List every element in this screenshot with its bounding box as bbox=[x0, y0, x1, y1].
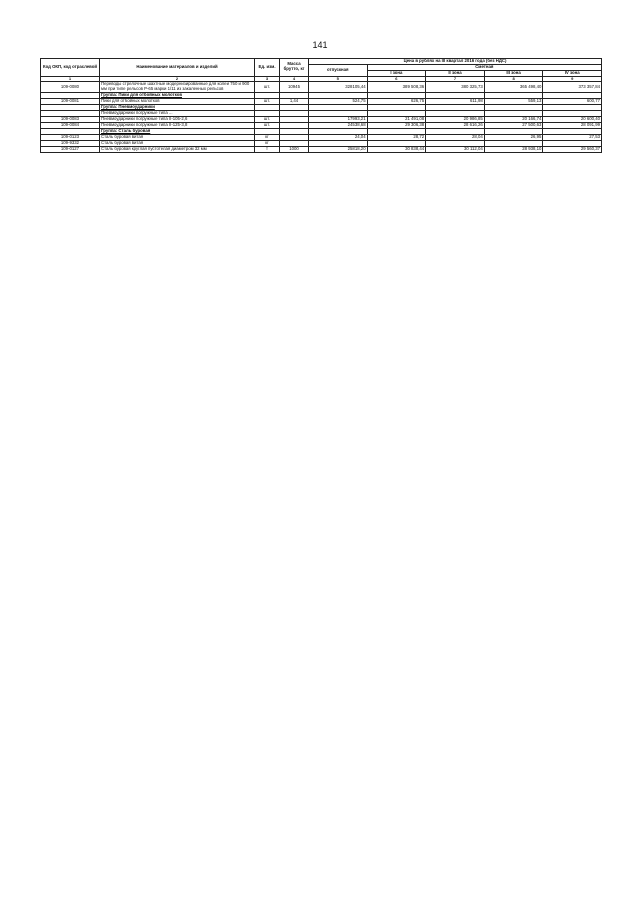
cell-zone-3-price: 20 166,74 bbox=[484, 117, 543, 123]
cell-name: Сталь буровая витая bbox=[100, 134, 255, 140]
column-number: 9 bbox=[543, 76, 602, 82]
page-number: 141 bbox=[312, 40, 328, 50]
cell-zone-2-price: 611,98 bbox=[426, 99, 485, 105]
cell-zone-4-price: 20 600,40 bbox=[543, 117, 602, 123]
cell-zone-2-price: 30 112,04 bbox=[426, 146, 485, 152]
cell-name: Пневмоударники погружные типа II-105-2,6 bbox=[100, 117, 255, 123]
cell-zone-2-price: 20 986,85 bbox=[426, 117, 485, 123]
header-zone-3: III зона bbox=[484, 70, 543, 76]
cell-release-price: 524,75 bbox=[309, 99, 368, 105]
cell-name: Переводы стрелочные шахтные модернизированные для колеи 750 и 900 мм при типе рельсов Р-65 марки 1/11 из закаленных рельсов bbox=[100, 82, 255, 93]
cell-name: Пневмоударники погружные типа ... bbox=[100, 111, 255, 117]
column-number: 5 bbox=[309, 76, 368, 82]
cell-zone-3-price: 559,13 bbox=[484, 99, 543, 105]
cell-zone-4-price: 29 560,37 bbox=[543, 146, 602, 152]
cell-zone-4-price: 28 091,99 bbox=[543, 122, 602, 128]
cell-release-price: 24,04 bbox=[309, 134, 368, 140]
cell-release-price: 17993,21 bbox=[309, 117, 368, 123]
cell-mass: 1000 bbox=[280, 146, 309, 152]
cell-code: 109-0084 bbox=[41, 122, 100, 128]
header-unit: Ед. изм. bbox=[255, 59, 280, 77]
column-number: 8 bbox=[484, 76, 543, 82]
cell-unit: шт. bbox=[255, 82, 280, 93]
header-price-title: Цена в рублях на III квартал 2016 года (без НДС) bbox=[309, 59, 602, 65]
header-estimated: Сметная bbox=[367, 64, 601, 70]
cell-zone-2-price: 28 616,26 bbox=[426, 122, 485, 128]
cell-zone-3-price: 26,95 bbox=[484, 134, 543, 140]
cell-zone-1-price: 29 306,38 bbox=[367, 122, 426, 128]
column-number: 1 bbox=[41, 76, 100, 82]
header-mass: Масса брутто, кг bbox=[280, 59, 309, 77]
cell-code: 109-0083 bbox=[41, 117, 100, 123]
cell-code: 109-0127 bbox=[41, 146, 100, 152]
cell-name: Пневмоударники погружные типа II-125-3,8 bbox=[100, 122, 255, 128]
header-zone-1: I зона bbox=[367, 70, 426, 76]
cell-name: Группа: Пневмоударники bbox=[100, 105, 255, 111]
column-number: 6 bbox=[367, 76, 426, 82]
price-table bbox=[40, 58, 602, 153]
header-zone-2: II зона bbox=[426, 70, 485, 76]
cell-release-price: 328105,44 bbox=[309, 82, 368, 93]
table-row bbox=[41, 146, 602, 152]
column-number: 7 bbox=[426, 76, 485, 82]
cell-zone-4-price: 373 357,84 bbox=[543, 82, 602, 93]
column-number: 2 bbox=[100, 76, 255, 82]
cell-zone-4-price: 600,77 bbox=[543, 99, 602, 105]
cell-code: 109-0123 bbox=[41, 134, 100, 140]
table-header bbox=[41, 59, 602, 82]
cell-unit: шт. bbox=[255, 117, 280, 123]
cell-unit: т bbox=[255, 146, 280, 152]
cell-zone-1-price: 626,75 bbox=[367, 99, 426, 105]
cell-code: 109-9332 bbox=[41, 140, 100, 146]
cell-zone-1-price: 28,72 bbox=[367, 134, 426, 140]
cell-mass: 1,44 bbox=[280, 99, 309, 105]
cell-name: Сталь буровая круглая пустотелая диаметром 32 мм bbox=[100, 146, 255, 152]
header-release: отпускная bbox=[309, 64, 368, 76]
cell-code: 109-0080 bbox=[41, 82, 100, 93]
cell-name: Сталь буровая витая bbox=[100, 140, 255, 146]
column-number: 4 bbox=[280, 76, 309, 82]
cell-unit: шт. bbox=[255, 122, 280, 128]
table-body bbox=[41, 82, 602, 152]
cell-release-price: 24538,68 bbox=[309, 122, 368, 128]
cell-zone-3-price: 28 938,10 bbox=[484, 146, 543, 152]
cell-unit: кг bbox=[255, 134, 280, 140]
cell-zone-1-price: 21 491,08 bbox=[367, 117, 426, 123]
cell-release-price: 25818,20 bbox=[309, 146, 368, 152]
cell-name: Пики для отбойных молотков bbox=[100, 99, 255, 105]
cell-name: Группа: Пики для отбойных молотков bbox=[100, 93, 255, 99]
table-row bbox=[41, 82, 602, 93]
cell-zone-1-price: 30 838,44 bbox=[367, 146, 426, 152]
header-zone-4: IV зона bbox=[543, 70, 602, 76]
cell-zone-2-price: 380 325,73 bbox=[426, 82, 485, 93]
cell-zone-3-price: 365 498,40 bbox=[484, 82, 543, 93]
cell-code: 109-0081 bbox=[41, 99, 100, 105]
cell-zone-2-price: 28,04 bbox=[426, 134, 485, 140]
cell-mass: 10945 bbox=[280, 82, 309, 93]
column-number: 3 bbox=[255, 76, 280, 82]
cell-zone-4-price: 27,53 bbox=[543, 134, 602, 140]
cell-zone-3-price: 27 500,63 bbox=[484, 122, 543, 128]
header-code: Код ОКП, код отраслевой bbox=[41, 59, 100, 77]
cell-unit: кг bbox=[255, 140, 280, 146]
cell-name: Группа: Сталь буровая bbox=[100, 128, 255, 134]
header-name: Наименование материалов и изделий bbox=[100, 59, 255, 77]
cell-unit: шт. bbox=[255, 99, 280, 105]
cell-zone-1-price: 389 508,36 bbox=[367, 82, 426, 93]
